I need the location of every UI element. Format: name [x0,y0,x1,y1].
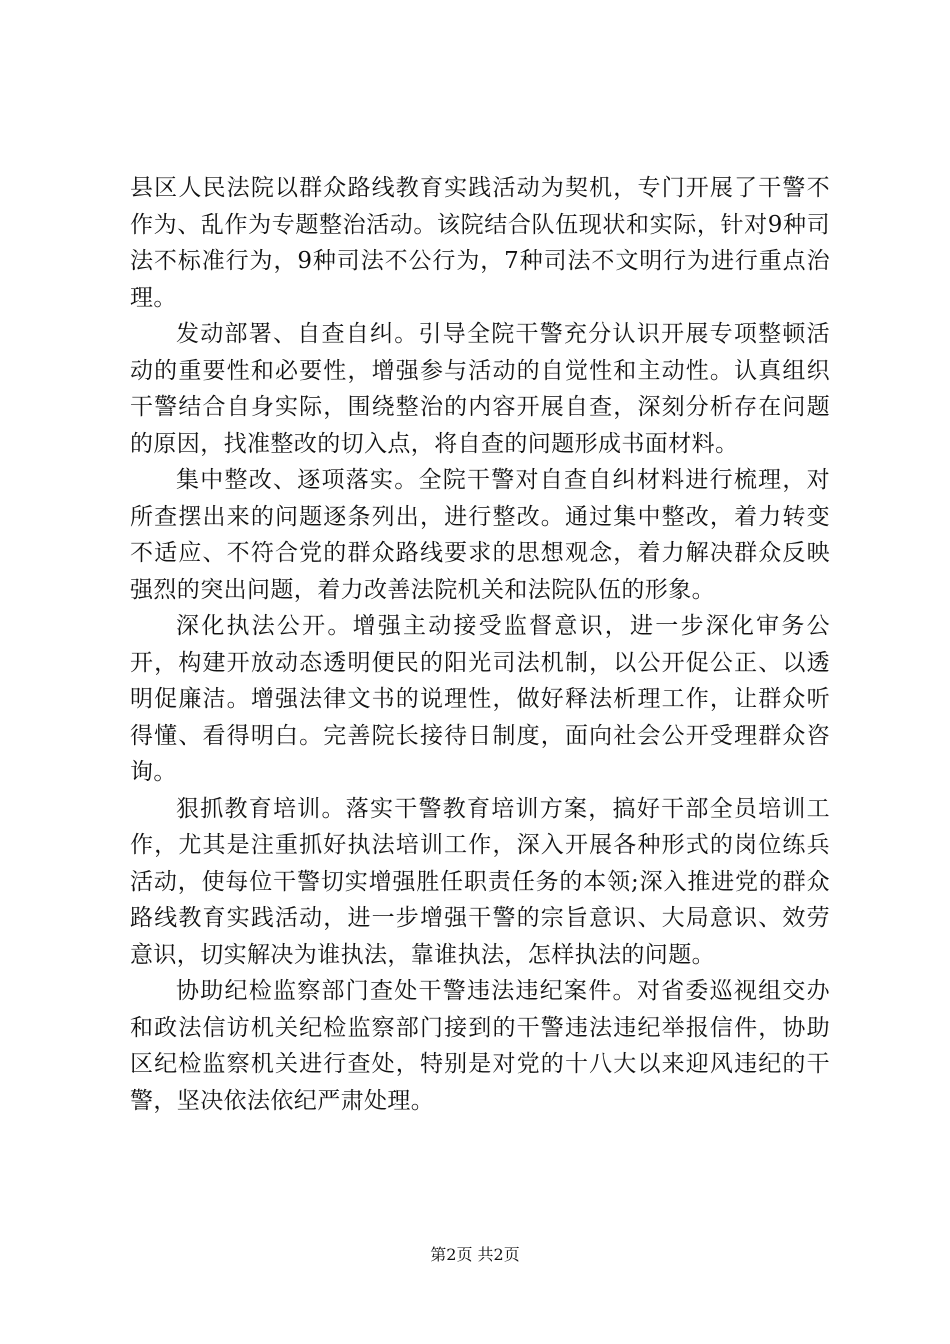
paragraph-deploy-self-check: 发动部署、自查自纠。引导全院干警充分认识开展专项整顿活动的重要性和必要性，增强参与活动的自觉性和主动性。认真组织干警结合自身实际，围绕整治的内容开展自查，深刻分析存在问题的原因，找准整改的切入点，将自查的问题形成书面材料。 [130,321,830,457]
page-number-footer: 第2页 共2页 [430,1245,520,1264]
paragraph-law-enforcement-openness: 深化执法公开。增强主动接受监督意识，进一步深化审务公开，构建开放动态透明便民的阳光司法机制，以公开促公正、以透明促廉洁。增强法律文书的说理性，做好释法析理工作，让群众听得懂、看得明白。完善院长接待日制度，面向社会公开受理群众咨询。 [130,613,830,785]
paragraph-education-training: 狠抓教育培训。落实干警教育培训方案，搞好干部全员培训工作，尤其是注重抓好执法培训工作，深入开展各种形式的岗位练兵活动，使每位干警切实增强胜任职责任务的本领;深入推进党的群众路线教育实践活动，进一步增强干警的宗旨意识、大局意识、效劳意识，切实解决为谁执法，靠谁执法，怎样执法的问题。 [130,795,830,968]
document-body [130,170,830,1119]
paragraph-intro: 县区人民法院以群众路线教育实践活动为契机，专门开展了干警不作为、乱作为专题整治活动。该院结合队伍现状和实际，针对9种司法不标准行为，9种司法不公行为，7种司法不文明行为进行重点治理。 [130,175,830,311]
paragraph-centralized-rectification: 集中整改、逐项落实。全院干警对自查自纠材料进行梳理，对所查摆出来的问题逐条列出，进行整改。通过集中整改，着力转变不适应、不符合党的群众路线要求的思想观念，着力解决群众反映强烈的突出问题，着力改善法院机关和法院队伍的形象。 [130,467,830,603]
paragraph-discipline-inspection: 协助纪检监察部门查处干警违法违纪案件。对省委巡视组交办和政法信访机关纪检监察部门接到的干警违法违纪举报信件，协助区纪检监察机关进行查处，特别是对党的十八大以来迎风违纪的干警，坚决依法依纪严肃处理。 [130,978,830,1114]
